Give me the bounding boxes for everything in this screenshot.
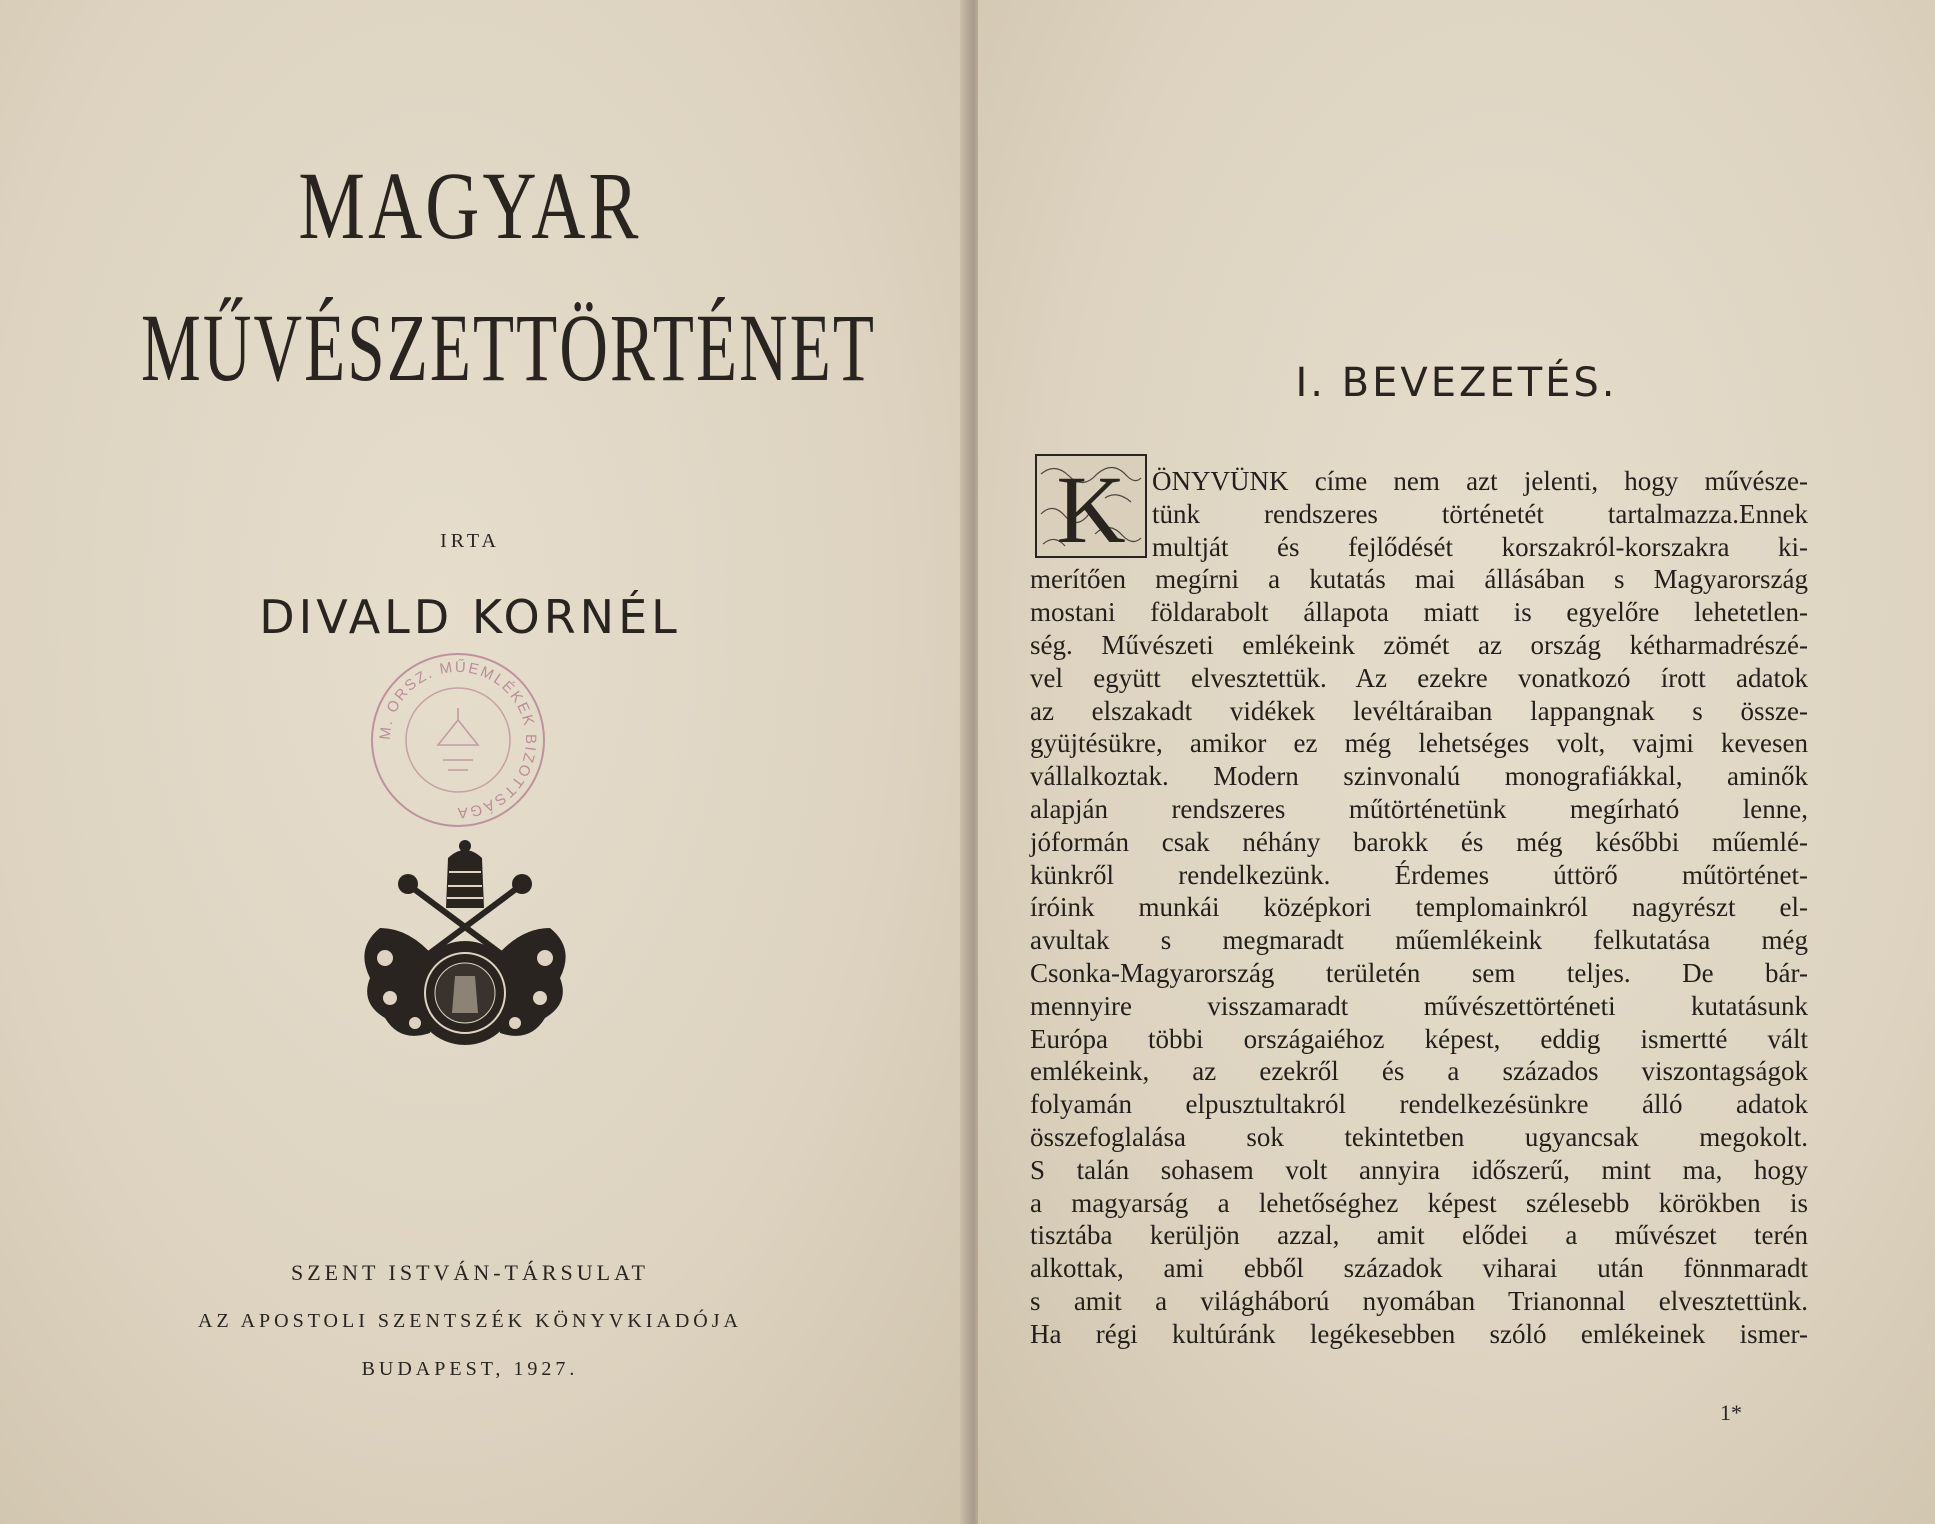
publication-place-year: BUDAPEST, 1927.	[361, 1358, 579, 1380]
text-line: alapján rendszeres műtörténetünk megírható lenne,	[1030, 793, 1808, 824]
by-label: IRTA	[440, 530, 500, 552]
text-line: ség. Művészeti emlékeink zömét az ország kétharmadrészé-	[1030, 629, 1808, 660]
title-line-2: MŰVÉSZETTÖRTÉNET	[141, 294, 877, 401]
text-line: emlékeink, az ezekről és a százados viszontagságok	[1030, 1056, 1808, 1087]
library-stamp	[368, 650, 548, 830]
text-line: multját és fejlődését korszakról-korszakra ki-	[1152, 531, 1808, 562]
text-line: tisztába kerüljön azzal, amit elődei a művészet terén	[1030, 1220, 1808, 1251]
title-line-1: MAGYAR	[298, 152, 642, 259]
text-line: S talán sohasem volt annyira időszerű, mint ma, hogy	[1030, 1154, 1808, 1185]
text-line: összefoglalása sok tekintetben ugyancsak megokolt.	[1030, 1121, 1808, 1152]
text-line: a magyarság a lehetőséghez képest szélesebb körökben is	[1030, 1187, 1808, 1218]
svg-text:M. ORSZ. MŰEMLÉKEK BIZOTTSÁGA	[377, 659, 539, 821]
text-line: vállalkoztak. Modern szinvonalú monografiákkal, aminők	[1030, 761, 1808, 792]
papal-coat-of-arms-icon	[350, 828, 580, 1058]
text-line: tünk rendszeres történetét tartalmazza.Ennek	[1152, 498, 1808, 529]
text-line: alkottak, ami ebből századok viharai után fönnmaradt	[1030, 1253, 1808, 1284]
text-line: Európa többi országaiéhoz képest, eddig ismertté vált	[1030, 1023, 1808, 1054]
text-line: vel együtt elvesztettük. Az ezekre vonatkozó írott adatok	[1030, 662, 1808, 693]
text-line: Ha régi kultúránk legékesebben szóló emlékeinek ismer-	[1030, 1318, 1808, 1349]
text-line: mennyire visszamaradt művészettörténeti kutatásunk	[1030, 990, 1808, 1021]
drop-cap-letter: K	[1056, 456, 1126, 558]
text-line: ÖNYVÜNK címe nem azt jelenti, hogy művésze-	[1152, 466, 1808, 496]
text-line: Csonka-Magyarország területén sem teljes. De bár-	[1030, 957, 1808, 988]
chapter-title: I. BEVEZETÉS.	[1295, 360, 1618, 406]
publisher-name: SZENT ISTVÁN-TÁRSULAT	[291, 1260, 649, 1285]
text-line: avultak s megmaradt műemlékeink felkutatása még	[1030, 925, 1808, 956]
stamp-text: M. ORSZ. MŰEMLÉKEK BIZOTTSÁGA	[376, 658, 540, 822]
text-line: mostani földarabolt állapota miatt is egyelőre lehetetlen-	[1030, 597, 1808, 628]
text-line: az elszakadt vidékek levéltáraiban lappangnak s össze-	[1030, 695, 1808, 726]
text-line: folyamán elpusztultakról rendelkezésünkre álló adatok	[1030, 1089, 1808, 1120]
text-line: gyüjtésükre, amikor ez még lehetséges volt, vajmi kevesen	[1030, 728, 1808, 759]
text-line: merítően megírni a kutatás mai állásában s Magyarország	[1030, 564, 1808, 595]
author-name: DIVALD KORNÉL	[259, 590, 681, 644]
body-paragraph	[1030, 465, 1808, 1351]
text-line: künkről rendelkezünk. Érdemes úttörő műtörténet-	[1030, 859, 1808, 890]
publisher-subtitle: AZ APOSTOLI SZENTSZÉK KÖNYVKIADÓJA	[198, 1310, 742, 1332]
page-number: 1*	[1720, 1400, 1742, 1425]
text-line: jóformán csak néhány barokk és még későbbi műemlé-	[1030, 826, 1808, 857]
text-line: s amit a világháború nyomában Trianonnal elvesztettünk.	[1030, 1285, 1808, 1316]
text-line: íróink munkái középkori templomainkról nagyrészt el-	[1030, 892, 1808, 923]
